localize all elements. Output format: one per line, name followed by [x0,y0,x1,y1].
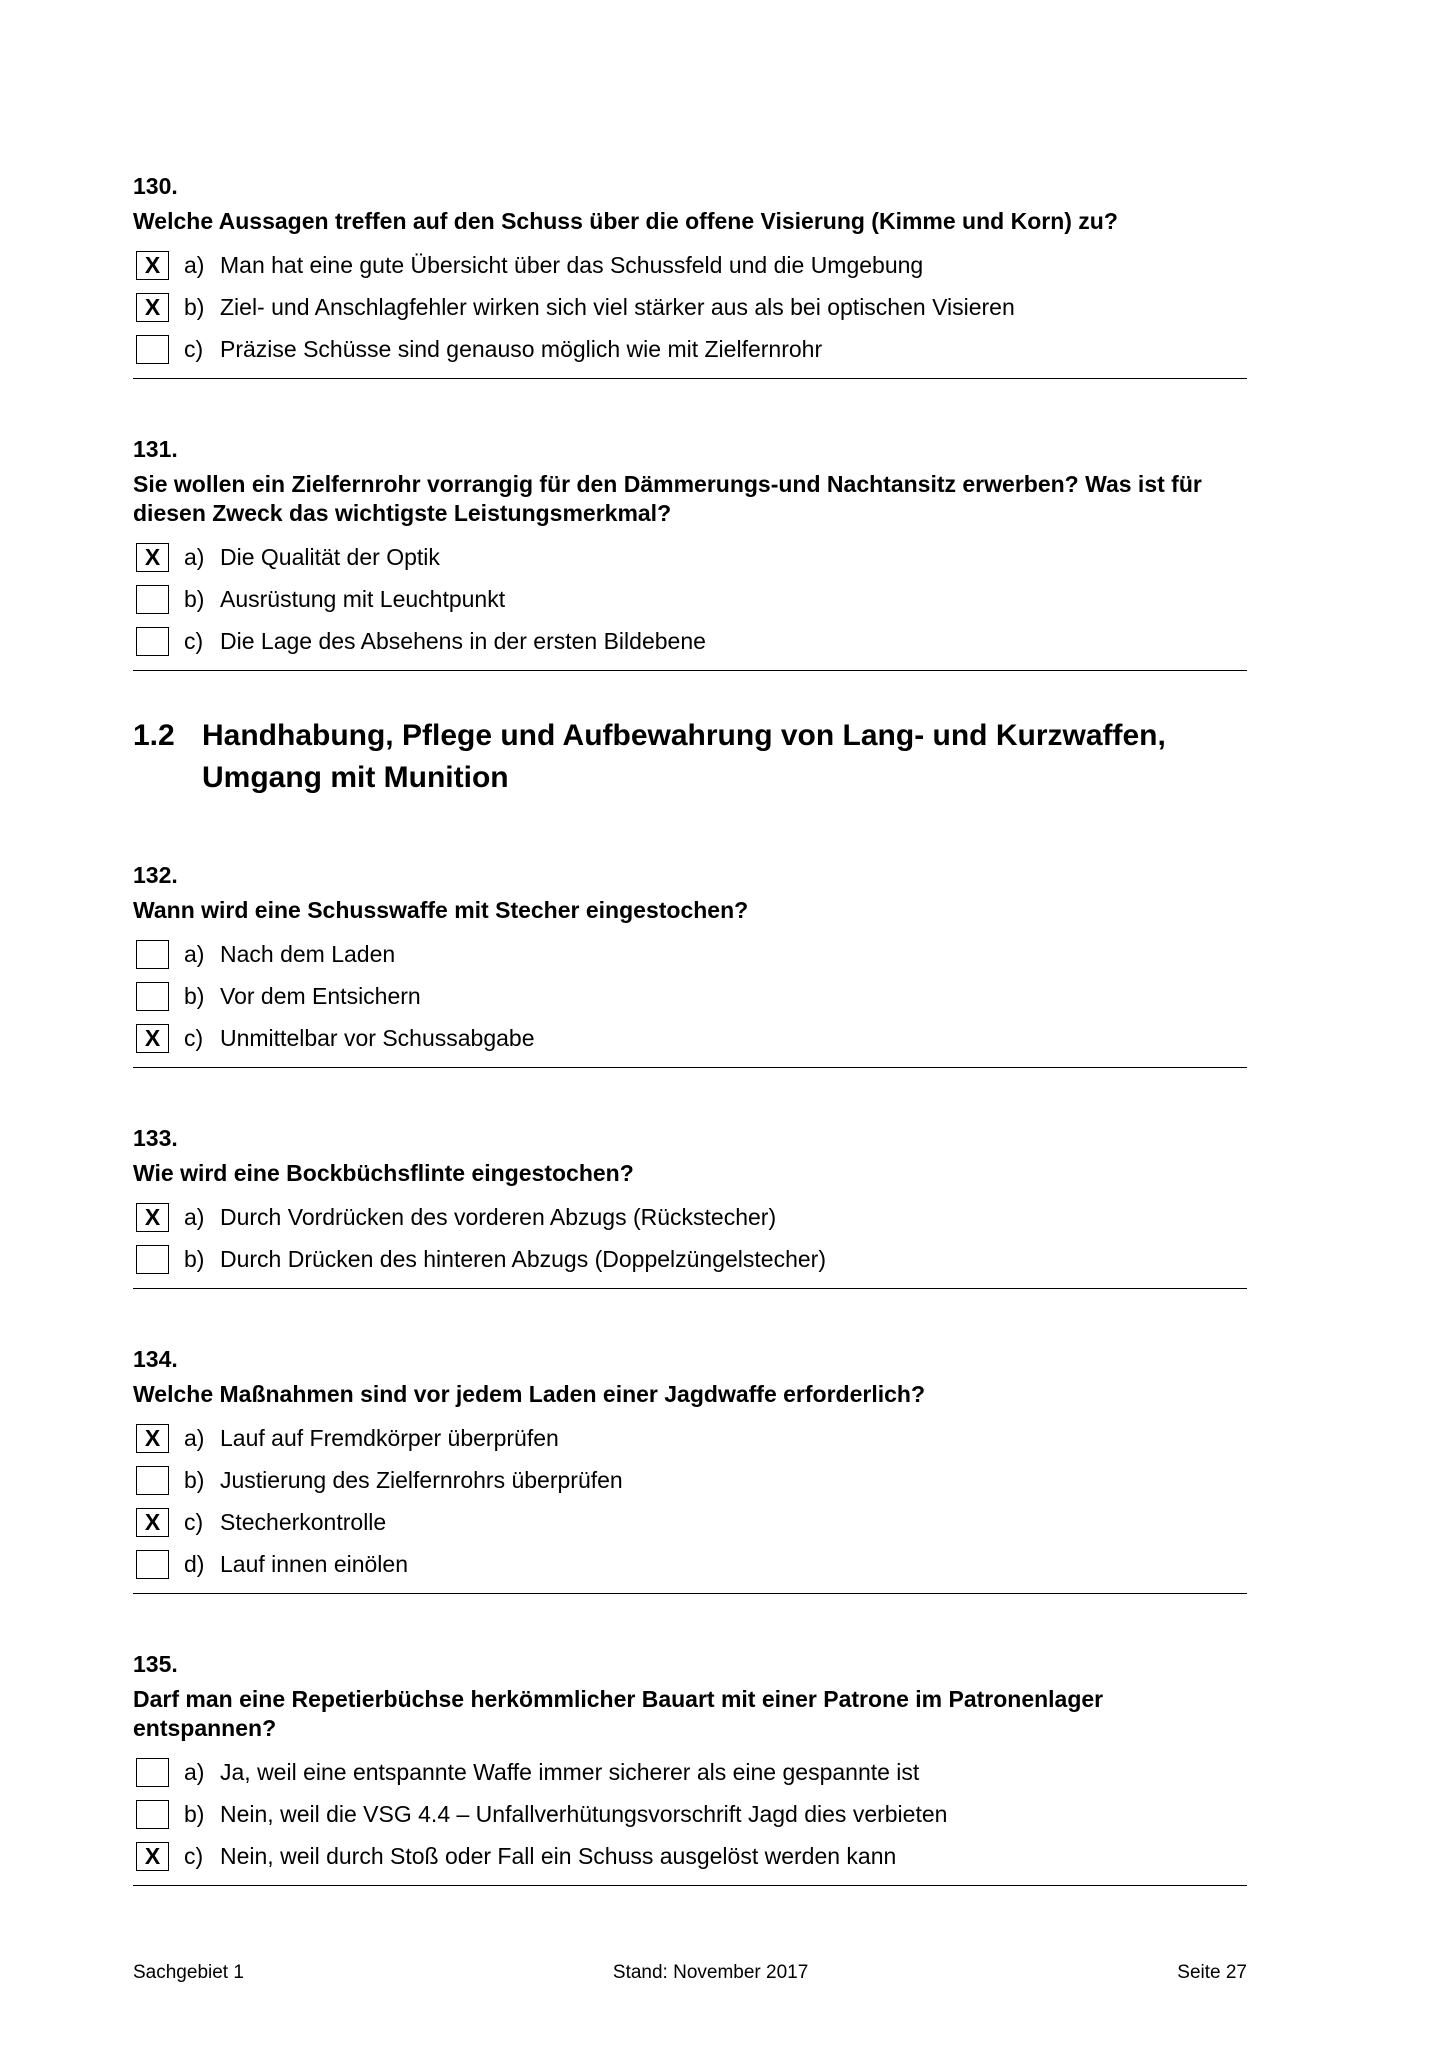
question-number: 135. [133,1651,178,1677]
answer-letter: a) [184,1203,205,1230]
answer-option [133,1793,1247,1835]
answer-letter: b) [184,982,205,1009]
question-131 [133,435,1247,671]
answer-text: Nein, weil die VSG 4.4 – Unfallverhütungsvorschrift Jagd dies verbieten [220,1800,948,1827]
question-text: Sie wollen ein Zielfernrohr vorrangig für den Dämmerungs-und Nachtansitz erwerben? Was ist für diesen Zweck das wichtigste Leistungsmerkmal? [133,471,1202,526]
question-text: Wann wird eine Schusswaffe mit Stecher eingestochen? [133,897,749,923]
answer-option [133,1196,1247,1238]
question-group-a [133,172,1247,671]
answer-option [133,1751,1247,1793]
answer-text: Durch Vordrücken des vorderen Abzugs (Rückstecher) [220,1203,777,1230]
answer-checkbox[interactable]: X [136,1842,169,1871]
answer-letter: a) [184,1424,205,1451]
answer-text: Unmittelbar vor Schussabgabe [220,1024,535,1051]
answer-letter: c) [184,335,204,362]
answer-checkbox[interactable] [136,1550,169,1579]
question-135 [133,1650,1247,1886]
footer-right: Seite 27 [1177,1962,1247,1983]
answer-letter: b) [184,585,205,612]
question-text: Welche Aussagen treffen auf den Schuss über die offene Visierung (Kimme und Korn) zu? [133,208,1118,234]
section-title [202,715,1166,799]
answer-text: Die Qualität der Optik [220,543,440,570]
answer-text: Ziel- und Anschlagfehler wirken sich viel stärker aus als bei optischen Visieren [220,293,1015,320]
answer-letter: a) [184,543,205,570]
answer-checkbox[interactable]: X [136,251,169,280]
answer-option [133,536,1247,578]
answer-text: Justierung des Zielfernrohrs überprüfen [220,1466,623,1493]
answer-option [133,1417,1247,1459]
answer-text: Stecherkontrolle [220,1508,387,1535]
page-footer [133,1962,1247,1984]
question-number: 130. [133,173,178,199]
answer-checkbox[interactable]: X [136,1024,169,1053]
page-content [133,172,1247,1942]
answer-text: Man hat eine gute Übersicht über das Schussfeld und die Umgebung [220,251,924,278]
answer-checkbox[interactable]: X [136,1203,169,1232]
section-heading [133,715,1247,799]
question-134 [133,1345,1247,1594]
answer-checkbox[interactable] [136,335,169,364]
answer-letter: a) [184,1758,205,1785]
question-number: 131. [133,436,178,462]
answer-checkbox[interactable] [136,1245,169,1274]
answer-checkbox[interactable]: X [136,293,169,322]
section-title-line-1: Handhabung, Pflege und Aufbewahrung von Lang- und Kurzwaffen, [202,719,1166,752]
answer-checkbox[interactable] [136,1466,169,1495]
answer-option [133,244,1247,286]
question-130 [133,172,1247,379]
answer-letter: b) [184,1466,205,1493]
answer-checkbox[interactable]: X [136,1508,169,1537]
answer-checkbox[interactable] [136,940,169,969]
answer-option [133,1835,1247,1877]
answer-letter: b) [184,1800,205,1827]
answer-letter: c) [184,1842,204,1869]
answer-text: Die Lage des Absehens in der ersten Bildebene [220,627,706,654]
question-group-b [133,861,1247,1886]
answer-checkbox[interactable] [136,1758,169,1787]
answer-text: Lauf auf Fremdkörper überprüfen [220,1424,559,1451]
answer-option [133,286,1247,328]
question-text: Darf man eine Repetierbüchse herkömmlicher Bauart mit einer Patrone im Patronenlager entspannen? [133,1686,1104,1741]
answer-option [133,578,1247,620]
answer-text: Präzise Schüsse sind genauso möglich wie mit Zielfernrohr [220,335,823,362]
answer-option [133,975,1247,1017]
question-number: 134. [133,1346,178,1372]
answer-text: Vor dem Entsichern [220,982,421,1009]
answer-option [133,328,1247,370]
answer-checkbox[interactable] [136,982,169,1011]
answer-option [133,1017,1247,1059]
answer-checkbox[interactable] [136,627,169,656]
answer-text: Lauf innen einölen [220,1550,408,1577]
answer-letter: b) [184,293,205,320]
answer-letter: a) [184,940,205,967]
answer-letter: d) [184,1550,205,1577]
answer-option [133,1238,1247,1280]
answer-letter: c) [184,1024,204,1051]
question-133 [133,1124,1247,1289]
footer-left: Sachgebiet 1 [133,1962,244,1983]
answer-text: Ausrüstung mit Leuchtpunkt [220,585,506,612]
question-number: 132. [133,862,178,888]
answer-option [133,1543,1247,1585]
section-number: 1.2 [133,719,175,752]
answer-option [133,620,1247,662]
question-132 [133,861,1247,1068]
answer-text: Nach dem Laden [220,940,396,967]
answer-checkbox[interactable]: X [136,543,169,572]
answer-letter: c) [184,627,204,654]
answer-option [133,1501,1247,1543]
question-text: Wie wird eine Bockbüchsflinte eingestochen? [133,1160,634,1186]
question-text: Welche Maßnahmen sind vor jedem Laden einer Jagdwaffe erforderlich? [133,1381,925,1407]
question-number: 133. [133,1125,178,1151]
answer-letter: a) [184,251,205,278]
answer-letter: b) [184,1245,205,1272]
section-title-line-2: Umgang mit Munition [202,761,509,794]
answer-checkbox[interactable]: X [136,1424,169,1453]
answer-checkbox[interactable] [136,585,169,614]
footer-center: Stand: November 2017 [612,1962,809,1983]
answer-text: Ja, weil eine entspannte Waffe immer sicherer als eine gespannte ist [220,1758,920,1785]
answer-text: Nein, weil durch Stoß oder Fall ein Schuss ausgelöst werden kann [220,1842,897,1869]
answer-option [133,933,1247,975]
answer-letter: c) [184,1508,204,1535]
answer-option [133,1459,1247,1501]
answer-checkbox[interactable] [136,1800,169,1829]
answer-text: Durch Drücken des hinteren Abzugs (Doppelzüngelstecher) [220,1245,826,1272]
